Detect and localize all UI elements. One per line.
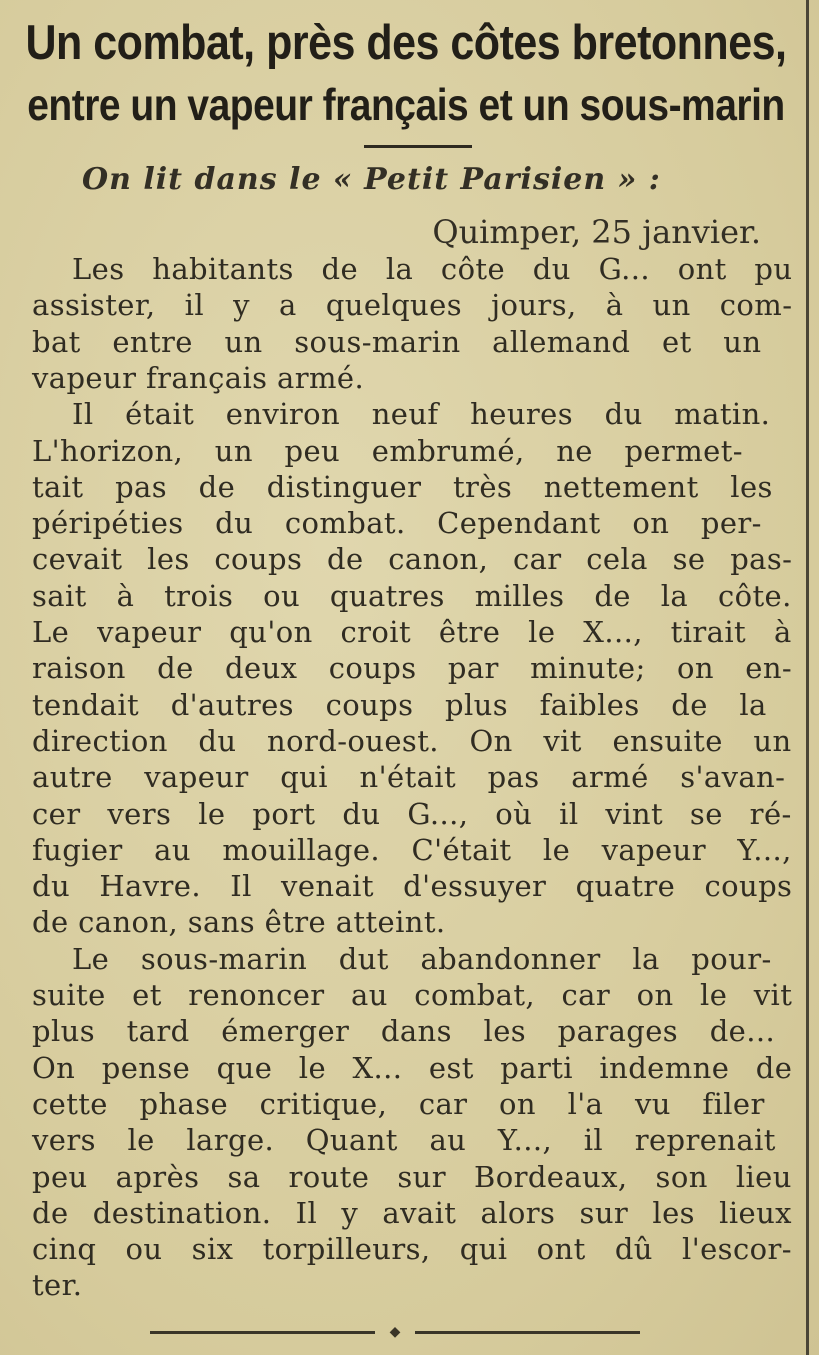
body-line: peu après sa route sur Bordeaux, son lieu (32, 1160, 792, 1194)
body-line: fugier au mouillage. C'était le vapeur Y..., (32, 833, 792, 867)
body-line: cer vers le port du G..., où il vint se ré- (32, 797, 792, 831)
body-line: ter. (32, 1268, 83, 1302)
body-line: assister, il y a quelques jours, à un com- (32, 288, 793, 322)
source-attribution: On lit dans le « Petit Parisien » : (82, 162, 661, 197)
body-line: du Havre. Il venait d'essuyer quatre coups (32, 869, 793, 903)
body-line: direction du nord-ouest. On vit ensuite un (32, 724, 792, 758)
body-line: On pense que le X... est parti indemne de (32, 1051, 793, 1085)
end-rule-ornament: ◆ (389, 1324, 401, 1340)
body-line: tendait d'autres coups plus faibles de la (32, 688, 767, 722)
end-rule-bar-right (415, 1331, 640, 1334)
body-line: Le sous-marin dut abandonner la pour- (72, 942, 772, 976)
body-line: Il était environ neuf heures du matin. (72, 397, 771, 431)
dateline: Quimper, 25 janvier. (432, 213, 761, 251)
body-line: cinq ou six torpilleurs, qui ont dû l'escor- (32, 1232, 792, 1266)
body-line: Le vapeur qu'on croit être le X..., tirait à (32, 615, 792, 649)
body-line: cevait les coups de canon, car cela se pas- (32, 542, 793, 576)
body-line: vapeur français armé. (32, 361, 365, 395)
body-line: plus tard émerger dans les parages de... (32, 1014, 776, 1048)
body-line: raison de deux coups par minute; on en- (32, 651, 793, 685)
body-line: Les habitants de la côte du G... ont pu (72, 252, 793, 286)
body-line: suite et renoncer au combat, car on le vit (32, 978, 793, 1012)
end-rule-bar-left (150, 1331, 375, 1334)
body-line: autre vapeur qui n'était pas armé s'avan- (32, 760, 786, 794)
body-line: tait pas de distinguer très nettement les (32, 470, 773, 504)
body-line: cette phase critique, car on l'a vu filer (32, 1087, 765, 1121)
body-line: vers le large. Quant au Y..., il reprenait (32, 1123, 776, 1157)
headline-divider (364, 145, 472, 148)
body-line: L'horizon, un peu embrumé, ne permet- (32, 434, 743, 468)
body-line: bat entre un sous-marin allemand et un (32, 325, 762, 359)
headline-line-1: Un combat, près des côtes bretonnes, (25, 15, 787, 71)
body-line: de canon, sans être atteint. (32, 905, 446, 939)
end-rule (150, 1324, 640, 1340)
column-rule (806, 0, 809, 1355)
body-line: péripéties du combat. Cependant on per- (32, 506, 762, 540)
body-line: sait à trois ou quatres milles de la côte. (32, 579, 792, 613)
headline-line-2: entre un vapeur français et un sous-marin (27, 80, 785, 131)
body-line: de destination. Il y avait alors sur les lieux (32, 1196, 792, 1230)
